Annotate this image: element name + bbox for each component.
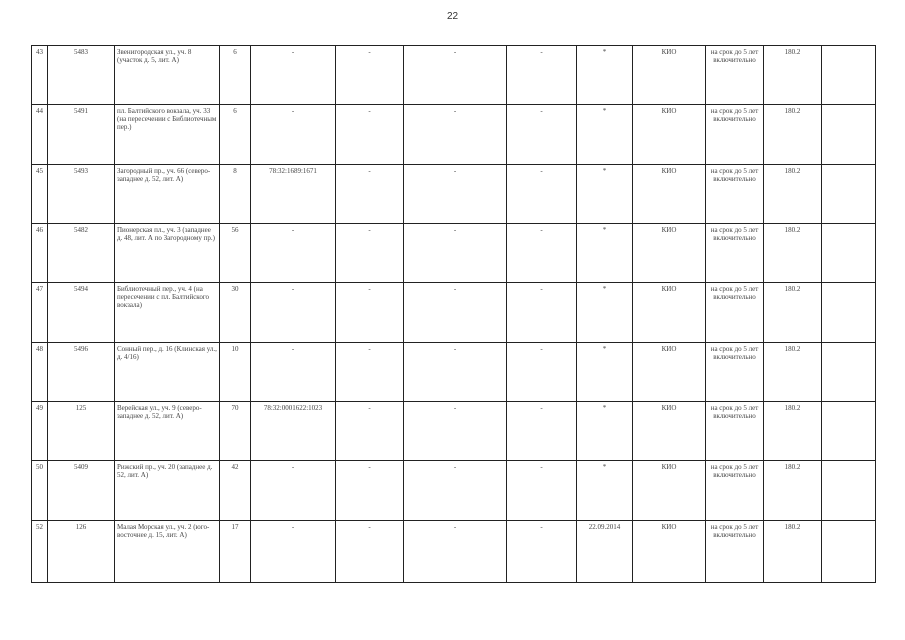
column-7-cell: -	[404, 342, 507, 401]
term-cell: на срок до 5 лет включительно	[706, 401, 764, 460]
column-6-cell: -	[336, 105, 404, 164]
object-id-cell: 5482	[48, 223, 115, 282]
registry-table	[31, 45, 876, 583]
object-id-cell: 5496	[48, 342, 115, 401]
term-cell: на срок до 5 лет включительно	[706, 46, 764, 105]
term-cell: на срок до 5 лет включительно	[706, 342, 764, 401]
row-number-cell: 47	[32, 283, 48, 342]
date-cell: *	[577, 46, 633, 105]
organization-cell: КИО	[633, 223, 706, 282]
column-7-cell: -	[404, 105, 507, 164]
cadastre-number-cell: -	[251, 461, 336, 520]
column-8-cell: -	[507, 401, 577, 460]
object-id-cell: 5409	[48, 461, 115, 520]
date-cell: *	[577, 401, 633, 460]
date-cell: *	[577, 461, 633, 520]
column-8-cell: -	[507, 105, 577, 164]
table-row	[32, 520, 876, 582]
cadastre-number-cell: -	[251, 105, 336, 164]
cadastre-number-cell: -	[251, 46, 336, 105]
column-8-cell: -	[507, 520, 577, 582]
date-cell: *	[577, 283, 633, 342]
address-cell: Верейская ул., уч. 9 (северо-западнее д. 52, лит. А)	[115, 401, 220, 460]
quantity-cell: 6	[220, 105, 251, 164]
date-cell: *	[577, 223, 633, 282]
quantity-cell: 70	[220, 401, 251, 460]
column-6-cell: -	[336, 520, 404, 582]
cadastre-number-cell: 78:32:0001622:1023	[251, 401, 336, 460]
empty-cell	[822, 105, 876, 164]
organization-cell: КИО	[633, 342, 706, 401]
date-cell: *	[577, 105, 633, 164]
quantity-cell: 17	[220, 520, 251, 582]
column-6-cell: -	[336, 283, 404, 342]
row-number-cell: 49	[32, 401, 48, 460]
address-cell: Рижский пр., уч. 20 (западнее д. 52, лит. А)	[115, 461, 220, 520]
object-id-cell: 5483	[48, 46, 115, 105]
column-8-cell: -	[507, 283, 577, 342]
address-cell: Малая Морская ул., уч. 2 (юго-восточнее д. 15, лит. А)	[115, 520, 220, 582]
quantity-cell: 8	[220, 164, 251, 223]
empty-cell	[822, 520, 876, 582]
empty-cell	[822, 401, 876, 460]
term-cell: на срок до 5 лет включительно	[706, 283, 764, 342]
table-row	[32, 46, 876, 105]
column-6-cell: -	[336, 164, 404, 223]
column-8-cell: -	[507, 223, 577, 282]
address-cell: Звенигородская ул., уч. 8 (участок д. 5, лит. А)	[115, 46, 220, 105]
object-id-cell: 5494	[48, 283, 115, 342]
code-cell: 180.2	[764, 520, 822, 582]
quantity-cell: 30	[220, 283, 251, 342]
object-id-cell: 5491	[48, 105, 115, 164]
empty-cell	[822, 461, 876, 520]
organization-cell: КИО	[633, 164, 706, 223]
quantity-cell: 56	[220, 223, 251, 282]
term-cell: на срок до 5 лет включительно	[706, 164, 764, 223]
address-cell: пл. Балтийского вокзала, уч. 33 (на пересечении с Библиотечным пер.)	[115, 105, 220, 164]
code-cell: 180.2	[764, 401, 822, 460]
organization-cell: КИО	[633, 46, 706, 105]
table-body	[32, 46, 876, 583]
column-6-cell: -	[336, 46, 404, 105]
row-number-cell: 48	[32, 342, 48, 401]
column-6-cell: -	[336, 401, 404, 460]
term-cell: на срок до 5 лет включительно	[706, 520, 764, 582]
table-row	[32, 105, 876, 164]
column-6-cell: -	[336, 342, 404, 401]
empty-cell	[822, 164, 876, 223]
quantity-cell: 10	[220, 342, 251, 401]
column-8-cell: -	[507, 461, 577, 520]
term-cell: на срок до 5 лет включительно	[706, 223, 764, 282]
row-number-cell: 52	[32, 520, 48, 582]
address-cell: Загородный пр., уч. 66 (северо-западнее д. 52, лит. А)	[115, 164, 220, 223]
empty-cell	[822, 223, 876, 282]
date-cell: 22.09.2014	[577, 520, 633, 582]
column-7-cell: -	[404, 401, 507, 460]
cadastre-number-cell: -	[251, 283, 336, 342]
column-7-cell: -	[404, 223, 507, 282]
object-id-cell: 5493	[48, 164, 115, 223]
organization-cell: КИО	[633, 520, 706, 582]
cadastre-number-cell: 78:32:1689:1671	[251, 164, 336, 223]
empty-cell	[822, 342, 876, 401]
empty-cell	[822, 46, 876, 105]
organization-cell: КИО	[633, 401, 706, 460]
code-cell: 180.2	[764, 105, 822, 164]
cadastre-number-cell: -	[251, 342, 336, 401]
column-7-cell: -	[404, 164, 507, 223]
address-cell: Пионерская пл., уч. 3 (западнее д. 48, лит. А по Загородному пр.)	[115, 223, 220, 282]
organization-cell: КИО	[633, 105, 706, 164]
object-id-cell: 126	[48, 520, 115, 582]
organization-cell: КИО	[633, 283, 706, 342]
term-cell: на срок до 5 лет включительно	[706, 461, 764, 520]
column-7-cell: -	[404, 520, 507, 582]
table-row	[32, 164, 876, 223]
code-cell: 180.2	[764, 46, 822, 105]
quantity-cell: 42	[220, 461, 251, 520]
cadastre-number-cell: -	[251, 223, 336, 282]
column-6-cell: -	[336, 223, 404, 282]
quantity-cell: 6	[220, 46, 251, 105]
empty-cell	[822, 283, 876, 342]
code-cell: 180.2	[764, 461, 822, 520]
row-number-cell: 44	[32, 105, 48, 164]
code-cell: 180.2	[764, 342, 822, 401]
row-number-cell: 43	[32, 46, 48, 105]
row-number-cell: 46	[32, 223, 48, 282]
address-cell: Сонный пер., д. 16 (Клинская ул., д. 4/16)	[115, 342, 220, 401]
row-number-cell: 50	[32, 461, 48, 520]
address-cell: Библиотечный пер., уч. 4 (на пересечении с пл. Балтийского вокзала)	[115, 283, 220, 342]
column-8-cell: -	[507, 46, 577, 105]
term-cell: на срок до 5 лет включительно	[706, 105, 764, 164]
column-7-cell: -	[404, 461, 507, 520]
organization-cell: КИО	[633, 461, 706, 520]
cadastre-number-cell: -	[251, 520, 336, 582]
code-cell: 180.2	[764, 283, 822, 342]
column-8-cell: -	[507, 164, 577, 223]
row-number-cell: 45	[32, 164, 48, 223]
code-cell: 180.2	[764, 223, 822, 282]
table-row	[32, 401, 876, 460]
code-cell: 180.2	[764, 164, 822, 223]
column-7-cell: -	[404, 283, 507, 342]
column-8-cell: -	[507, 342, 577, 401]
column-6-cell: -	[336, 461, 404, 520]
table-row	[32, 223, 876, 282]
table-row	[32, 283, 876, 342]
table-row	[32, 342, 876, 401]
object-id-cell: 125	[48, 401, 115, 460]
page-number: 22	[446, 11, 459, 22]
table-row	[32, 461, 876, 520]
date-cell: *	[577, 342, 633, 401]
date-cell: *	[577, 164, 633, 223]
column-7-cell: -	[404, 46, 507, 105]
